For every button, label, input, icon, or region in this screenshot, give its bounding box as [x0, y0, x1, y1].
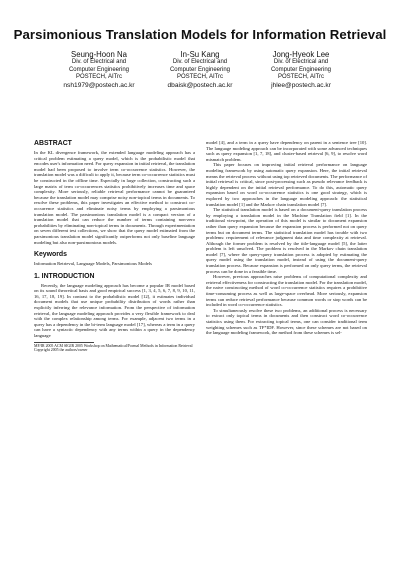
footnote-copyright: Copyright 2005 the authors/owner — [34, 348, 88, 353]
author-dept: Computer Engineering — [270, 66, 332, 73]
left-column — [34, 140, 195, 353]
intro-paragraph: Recently, the language modeling approach has become a popular IR model based on its sound theoretical basis and good empirical success [1, 3, 4, 5, 6, 7, 8, 9, 10, 11, 16, 17, 18, 19]. In contrast to the probabilistic model [12], it estimates individual document models that use unique probability distribution of words rather than explicitly inferring the relevance information. From the perspective of information retrieval, the language modeling approach provides a very flexible framework to deal with the complex relationship among terms. For example, adjacent two terms in a query has a dependency in the bi-term language model [17], whereas a term in a query can have a syntactic dependency with any terms within a query in the dependency language — [34, 282, 195, 339]
body-paragraph: This paper focuses on improving initial retrieval performance on language modeling framework by using automatic query expansion. Here, the initial retrieval means the retrieval process without using top retrieved documents. The performance of initial retrieval is critical, since post-processing such as pseudo relevance feedback is highly dependent on the initial retrieval performance. To do this, automatic query expansion based on word co-occurrence statistics is one good strategy, which is explored by two approaches in the language modeling approach: the statistical translation model [1] and the Markov chain translation model [7]. — [206, 162, 367, 207]
abstract-text: In the KL divergence framework, the extended language modeling approach has a critical problem estimating a query model, which is the probabilistic model that encodes user's information need. For query expansion in initial retrieval, the translation model had been proposed to involve term co-occurrence statistics. However, the translation model was a difficult to apply it, because term co-occurrence statistics must be constructed in the offline time. Especially in large collection, constructing such a large matrix of term co-occurrences statistics prohibitively increases time and space complexity. More seriously, reliable retrieval performance cannot be guaranteed because the translation model may comprise noisy non-topical terms in documents. To resolve these problems, this paper investigates an effective method to construct co-occurrence statistics and eliminate noisy terms by employing a parsimonious translation model. The parsimonious translation model is a compact version of a translation model that can reduce the number of terms containing non-zero probabilities by eliminating non-topical terms in documents. Through experimentation on seven different test collections, we show that the query model estimated from the parsimonious translation model significantly outperforms not only baseline language modeling but also non-parsimonious models. — [34, 150, 195, 245]
author-block — [246, 50, 356, 90]
author-email: nsh1979@postech.ac.kr — [63, 81, 135, 89]
body-paragraph: To simultaneously resolve these two problems, an additional process is necessary to extract only topical terms in documents and then construct word co-occurrence statistics using them. For extracting topical terms, one can consider traditional term weighting schemes such as TF*IDF. However, since these schemes are not based on the language modeling framework, the method from these schemes is sel- — [206, 307, 367, 336]
author-dept: Computer Engineering — [68, 66, 130, 73]
author-block — [145, 50, 255, 90]
author-name: Jong-Hyeok Lee — [272, 50, 330, 59]
author-org: POSTECH, AITrc — [277, 74, 325, 81]
author-dept: Div. of Electrical and — [71, 59, 127, 65]
body-paragraph: However, previous approaches raise problems of computational complexity and retrieval effectiveness for constructing the translation model. For the translation model, the naive constructing method of word co-occurrence statistics requires a prohibitive time-consuming process as well as large-space overhead. More seriously, expansion terms can reduce retrieval performance because common words or stop words can be included in word co-occurrence statistics. — [206, 274, 367, 308]
author-email: dbaisk@postech.ac.kr — [167, 81, 233, 89]
author-email: jhlee@postech.ac.kr — [271, 81, 331, 89]
paper-title: Parsimonious Translation Models for Information Retrieval — [13, 27, 387, 42]
footnote-rule — [34, 342, 94, 343]
section-heading-introduction: 1. INTRODUCTION — [34, 272, 95, 280]
author-dept: Computer Engineering — [169, 66, 231, 73]
body-paragraph: The statistical translation model is based on a document-query translation process by employing a translation model in the Machine Translation field [1]. In the traditional viewpoint, the operation of this model is similar to document expansion rather than query expansion because the expansion process is performed not on query terms but on document terms. The statistical translation model has trouble with two problems: requirement of relevance judgment data and time complexity at retrieval. Although the former problem is resolved by the title-language model [5], the latter problem is left unsolved. The problem is resolved in the Markov chain translation model [7], where the query-query translation process is adopted by estimating the query model using the translation model, instead of using the document-query translation process. Because expansion is performed on only query terms, the retrieval process can be done in a feasible time. — [206, 207, 367, 274]
author-name: Seung-Hoon Na — [71, 50, 127, 59]
body-paragraph: model [4], and a term in a query have dependency on parent in a sentence tree [10]. The language modeling approach can be incorporated with some advanced techniques such as query expansion [1, 7, 18], and cluster-based retrieval [6, 9], to resolve word mismatch problem. — [206, 140, 367, 162]
author-name: In-Su Kang — [180, 50, 220, 59]
author-org: POSTECH, AITrc — [176, 74, 224, 81]
right-column — [206, 140, 367, 336]
author-dept: Div. of Electrical and — [172, 59, 228, 65]
author-block — [44, 50, 154, 90]
abstract-heading: ABSTRACT — [34, 140, 72, 147]
author-dept: Div. of Electrical and — [273, 59, 329, 65]
keywords-text: Information Retrieval, Language Models, Parsimonious Models — [34, 261, 152, 267]
author-org: POSTECH, AITrc — [75, 74, 123, 81]
footnote-venue: MF/IR 2005 ACM SIGIR 2005 Workshop on Mathematical/Formal Methods in Information Retrieval — [34, 343, 193, 348]
keywords-heading: Keywords — [34, 251, 67, 259]
